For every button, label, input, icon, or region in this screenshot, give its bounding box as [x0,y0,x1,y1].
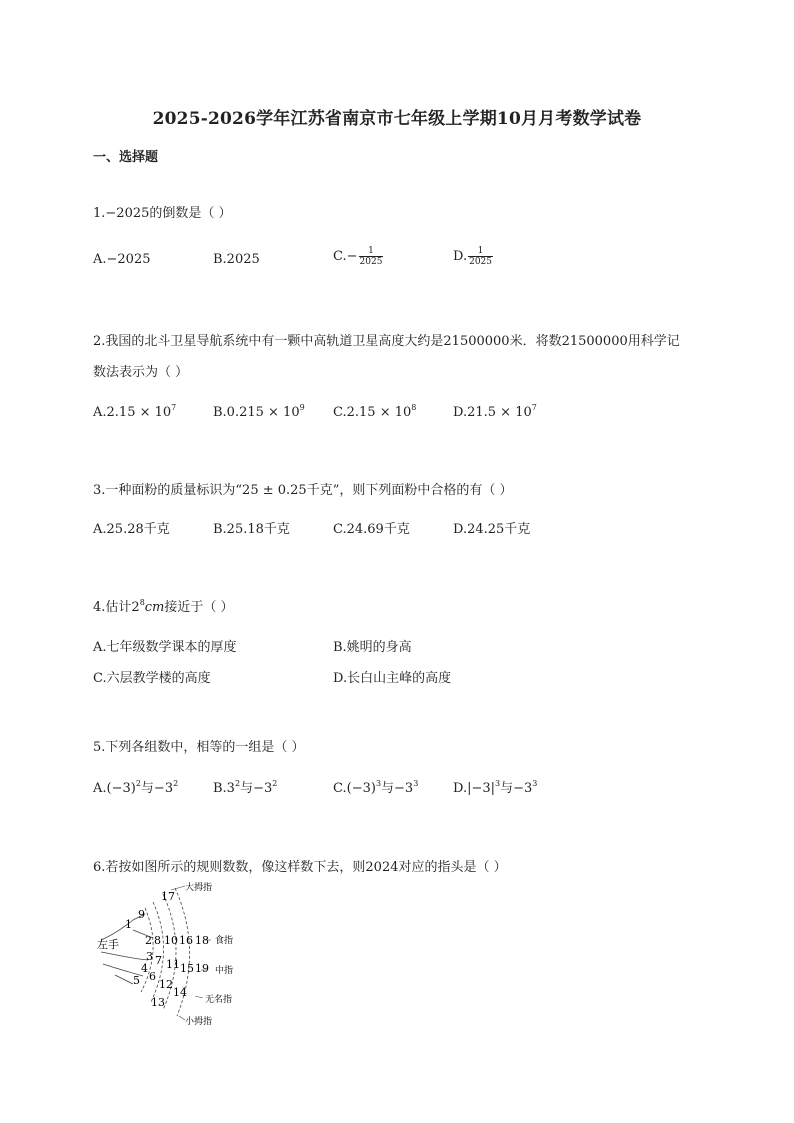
number-9: 9 [138,908,145,921]
q4-option-d: D.长白山主峰的高度 [333,671,452,686]
q1-option-c: C.− $\frac{1}{2025}$ [333,246,383,267]
q2-option-d: $D.21.5 \times 10^7$ [453,403,537,420]
q1-option-b: B.2025 [213,252,260,267]
q3-option-c: C.24.69千克 [333,522,410,537]
number-19: 19 [195,962,209,975]
page-title: 2025-2026学年江苏省南京市七年级上学期10月月考数学试卷 [152,109,642,129]
number-2: 2 [145,934,152,947]
number-3: 3 [146,950,153,963]
question-2-line-2: 数法表示为（ ） [93,365,189,380]
q4-option-c: C.六层教学楼的高度 [93,671,211,686]
fraction: $\frac{1}{2025}$ [359,246,383,267]
question-4: 4.估计$2^8cm$接近于（ ） [93,598,234,615]
q2-option-a: $A.2.15 \times 10^7$ [93,403,177,420]
hand-label: 左手 [97,938,119,951]
q5-option-a: $A.(-3)^2$与$-3^2$ [93,779,179,796]
number-4: 4 [141,962,148,975]
q3-option-b: B.25.18千克 [213,522,290,537]
q5-option-d: $D.|-3|^3$与$-3^3$ [453,779,538,796]
number-1: 1 [125,918,132,931]
fraction: $\frac{1}{2025}$ [469,246,492,267]
number-13: 13 [151,996,165,1009]
q1-option-d: D. $\frac{1}{2025}$ [453,246,492,267]
q4-option-a: A.七年级数学课本的厚度 [93,640,237,655]
question-5: 5.下列各组数中，相等的一组是（ ） [93,740,305,755]
q1-option-a: A.−2025 [93,252,151,267]
thumb-label: 大拇指 [185,883,213,893]
section-heading: 一、选择题 [93,150,159,165]
number-7: 7 [155,954,162,967]
number-14: 14 [173,986,187,999]
question-3: 3.一种面粉的质量标识为“25 ± 0.25千克”，则下列面粉中合格的有（ ） [93,483,513,498]
q2-option-b: $B.0.215 \times 10^9$ [213,403,305,420]
q3-option-d: D.24.25千克 [453,522,531,537]
number-16: 16 [179,934,193,947]
question-6: 6.若按如图所示的规则数数，像这样数下去，则2024对应的指头是（ ） [93,860,507,875]
index-finger-label: 食指 [215,936,234,946]
middle-finger-label: 中指 [215,966,234,976]
q5-option-b: $B.3^2$与$-3^2$ [213,779,278,796]
number-5: 5 [133,974,140,987]
number-18: 18 [195,934,209,947]
number-8: 8 [154,934,161,947]
question-2-line-1: 2.我国的北斗卫星导航系统中有一颗中高轨道卫星高度大约是21500000米．将数21500000用科学记 [93,334,680,349]
q5-option-c: $C.(-3)^3$与$-3^3$ [333,779,419,796]
q4-option-b: B.姚明的身高 [333,640,412,655]
q3-option-a: A.25.28千克 [93,522,170,537]
number-12: 12 [159,978,173,991]
q2-option-c: $C.2.15 \times 10^8$ [333,403,417,420]
number-10: 10 [164,934,178,947]
number-6: 6 [149,970,156,983]
question-1: 1.−2025的倒数是（ ） [93,206,232,221]
number-17: 17 [161,890,175,903]
hand-counting-figure [93,880,273,1040]
number-11: 11 [166,958,180,971]
ring-finger-label: 无名指 [205,995,233,1005]
little-finger-label: 小拇指 [185,1017,213,1027]
number-15: 15 [180,962,194,975]
